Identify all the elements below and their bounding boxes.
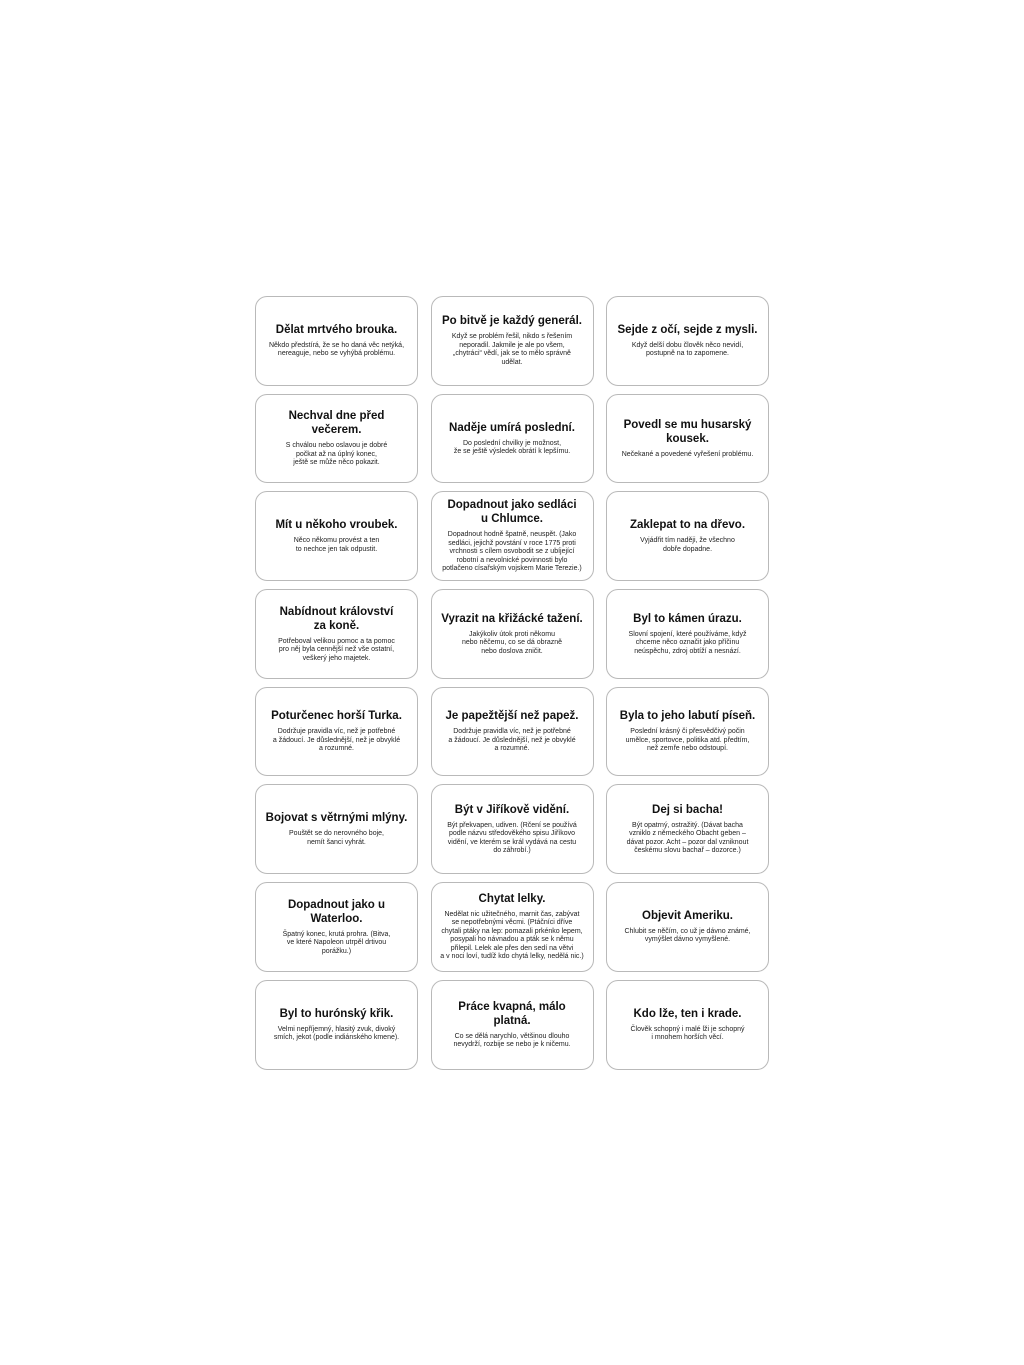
saying-card [255,394,418,484]
saying-card [606,882,769,972]
saying-title: Dopadnout jako sedláci u Chlumce. [447,499,577,526]
saying-card [431,589,594,679]
saying-title: Naděje umírá poslední. [449,421,575,434]
saying-card [606,296,769,386]
saying-explanation: Dodržuje pravidla víc, než je potřebné a žádoucí. Je důslednější, než je obvyklé a rozumné. [448,728,576,753]
saying-card [255,784,418,874]
saying-explanation: Pouštět se do nerovného boje, nemít šanci vyhrát. [289,830,384,846]
saying-explanation: Nedělat nic užitečného, marnit čas, zabývat se nepotřebnými věcmi. (Ptáčníci dříve chytali ptáky na lep: pomazali prkénko lepem, posypali ho návnadou a pták se k němu přilepil. Lelek ale přes den sedí na větvi a v noci loví, tudíž kdo chytá lelky, nedělá nic.) [440,910,584,961]
saying-explanation: Chlubit se něčím, co už je dávno známé, vymýšlet dávno vymyšlené. [624,927,751,944]
saying-title: Povedl se mu husarský kousek. [623,418,752,445]
saying-title: Byl to kámen úrazu. [633,612,742,625]
saying-explanation: Dodržuje pravidla víc, než je potřebné a žádoucí. Je důslednější, než je obvyklé a rozumné. [272,728,401,753]
saying-card [606,491,769,581]
saying-title: Bojovat s větrnými mlýny. [265,812,408,825]
saying-card [606,784,769,874]
saying-explanation: Velmi nepříjemný, hlasitý zvuk, divoký smích, jekot (podle indiánského kmene). [273,1025,400,1042]
saying-card [431,980,594,1070]
saying-title: Po bitvě je každý generál. [442,315,582,328]
saying-card [255,980,418,1070]
saying-card [255,589,418,679]
saying-title: Chytat lelky. [478,892,546,905]
saying-explanation: Do poslední chvilky je možnost, že se ještě výsledek obrátí k lepšímu. [453,439,571,456]
saying-explanation: Špatný konec, krutá prohra. (Bitva, ve které Napoleon utrpěl drtivou porážku.) [282,930,391,955]
saying-title: Je papežtější než papež. [445,710,579,723]
saying-title: Být v Jiříkově vidění. [454,803,570,816]
saying-title: Nechval dne před večerem. [288,410,385,437]
saying-title: Dělat mrtvého brouka. [275,323,398,336]
saying-title: Poturčenec horší Turka. [271,710,402,723]
saying-title: Objevit Ameriku. [642,909,733,922]
saying-card [431,394,594,484]
saying-card [255,882,418,972]
saying-title: Mít u někoho vroubek. [275,519,398,532]
saying-explanation: Vyjádřit tím naději, že všechno dobře dopadne. [640,537,735,553]
saying-card [431,687,594,777]
saying-explanation: Dopadnout hodně špatně, neuspět. (Jako sedláci, jejichž povstání v roce 1775 proti vrchnosti s cílem osvobodit se z ubíjející robotní a nevolnické povinnosti bylo potlačeno císařským vojskem Marie Terezie.) [442,531,582,573]
saying-card [606,394,769,484]
saying-card [431,296,594,386]
saying-title: Byla to jeho labutí píseň. [619,710,756,723]
saying-explanation: Někdo předstírá, že se ho daná věc netýká, nereaguje, nebo se vyhýbá problému. [268,341,405,358]
saying-explanation: Když se problém řešil, nikdo s řešením neporadil. Jakmile je ale po všem, „chytráci“ vědí, jak se to mělo správně udělat. [451,333,573,366]
saying-title: Dopadnout jako u Waterloo. [287,898,386,925]
saying-card [255,491,418,581]
saying-explanation: Co se dělá narychlo, většinou dlouho nevydrží, rozbije se nebo je k ničemu. [453,1032,571,1049]
saying-explanation: Když delší dobu člověk něco nevidí, postupně na to zapomene. [631,341,744,358]
saying-explanation: Být opatrný, ostražitý. (Dávat bacha vzniklo z německého Obacht geben – dávat pozor. Acht – pozor dal vzniknout českému slovu bachař – dozorce.) [626,821,749,855]
saying-title: Zaklepat to na dřevo. [629,519,746,532]
saying-explanation: Poslední krásný či přesvědčivý počin umělce, sportovce, politika atd. předtím, než zemře nebo odstoupí. [625,728,750,753]
saying-card [255,687,418,777]
saying-explanation: Člověk schopný i malé lži je schopný i mnohem horších věcí. [630,1025,745,1042]
saying-title: Byl to hurónský křik. [279,1007,394,1020]
saying-card [431,491,594,581]
saying-explanation: Slovní spojení, které používáme, když chceme něco označit jako příčinu neúspěchu, zdroj obtíží a nesnází. [628,630,747,655]
saying-title: Kdo lže, ten i krade. [633,1007,742,1020]
saying-title: Sejde z očí, sejde z mysli. [617,323,758,336]
saying-card [431,784,594,874]
saying-title: Vyrazit na křižácké tažení. [441,612,583,625]
saying-explanation: Něco někomu provést a ten to nechce jen tak odpustit. [293,537,380,553]
saying-card [606,687,769,777]
saying-title: Práce kvapná, málo platná. [458,1000,566,1027]
saying-explanation: Nečekané a povedené vyřešení problému. [621,450,754,458]
saying-explanation: S chválou nebo oslavou je dobré počkat až na úplný konec, ještě se může něco pokazit. [285,442,388,467]
saying-explanation: Jakýkoliv útok proti někomu nebo něčemu, co se dá obrazně nebo doslova zničit. [461,630,562,655]
saying-card [431,882,594,972]
saying-card [606,589,769,679]
saying-title: Nabídnout království za koně. [279,605,394,632]
card-grid [255,296,769,1070]
saying-card [606,980,769,1070]
saying-explanation: Být překvapen, udiven. (Rčení se používá podle názvu středověkého spisu Jiříkovo vidění, ve kterém se král vydává na cestu do záhrobí.) [447,821,577,855]
saying-title: Dej si bacha! [652,803,723,816]
saying-card [255,296,418,386]
saying-explanation: Potřeboval velikou pomoc a ta pomoc pro něj byla cennější než vše ostatní, veškerý jeho majetek. [278,637,395,662]
